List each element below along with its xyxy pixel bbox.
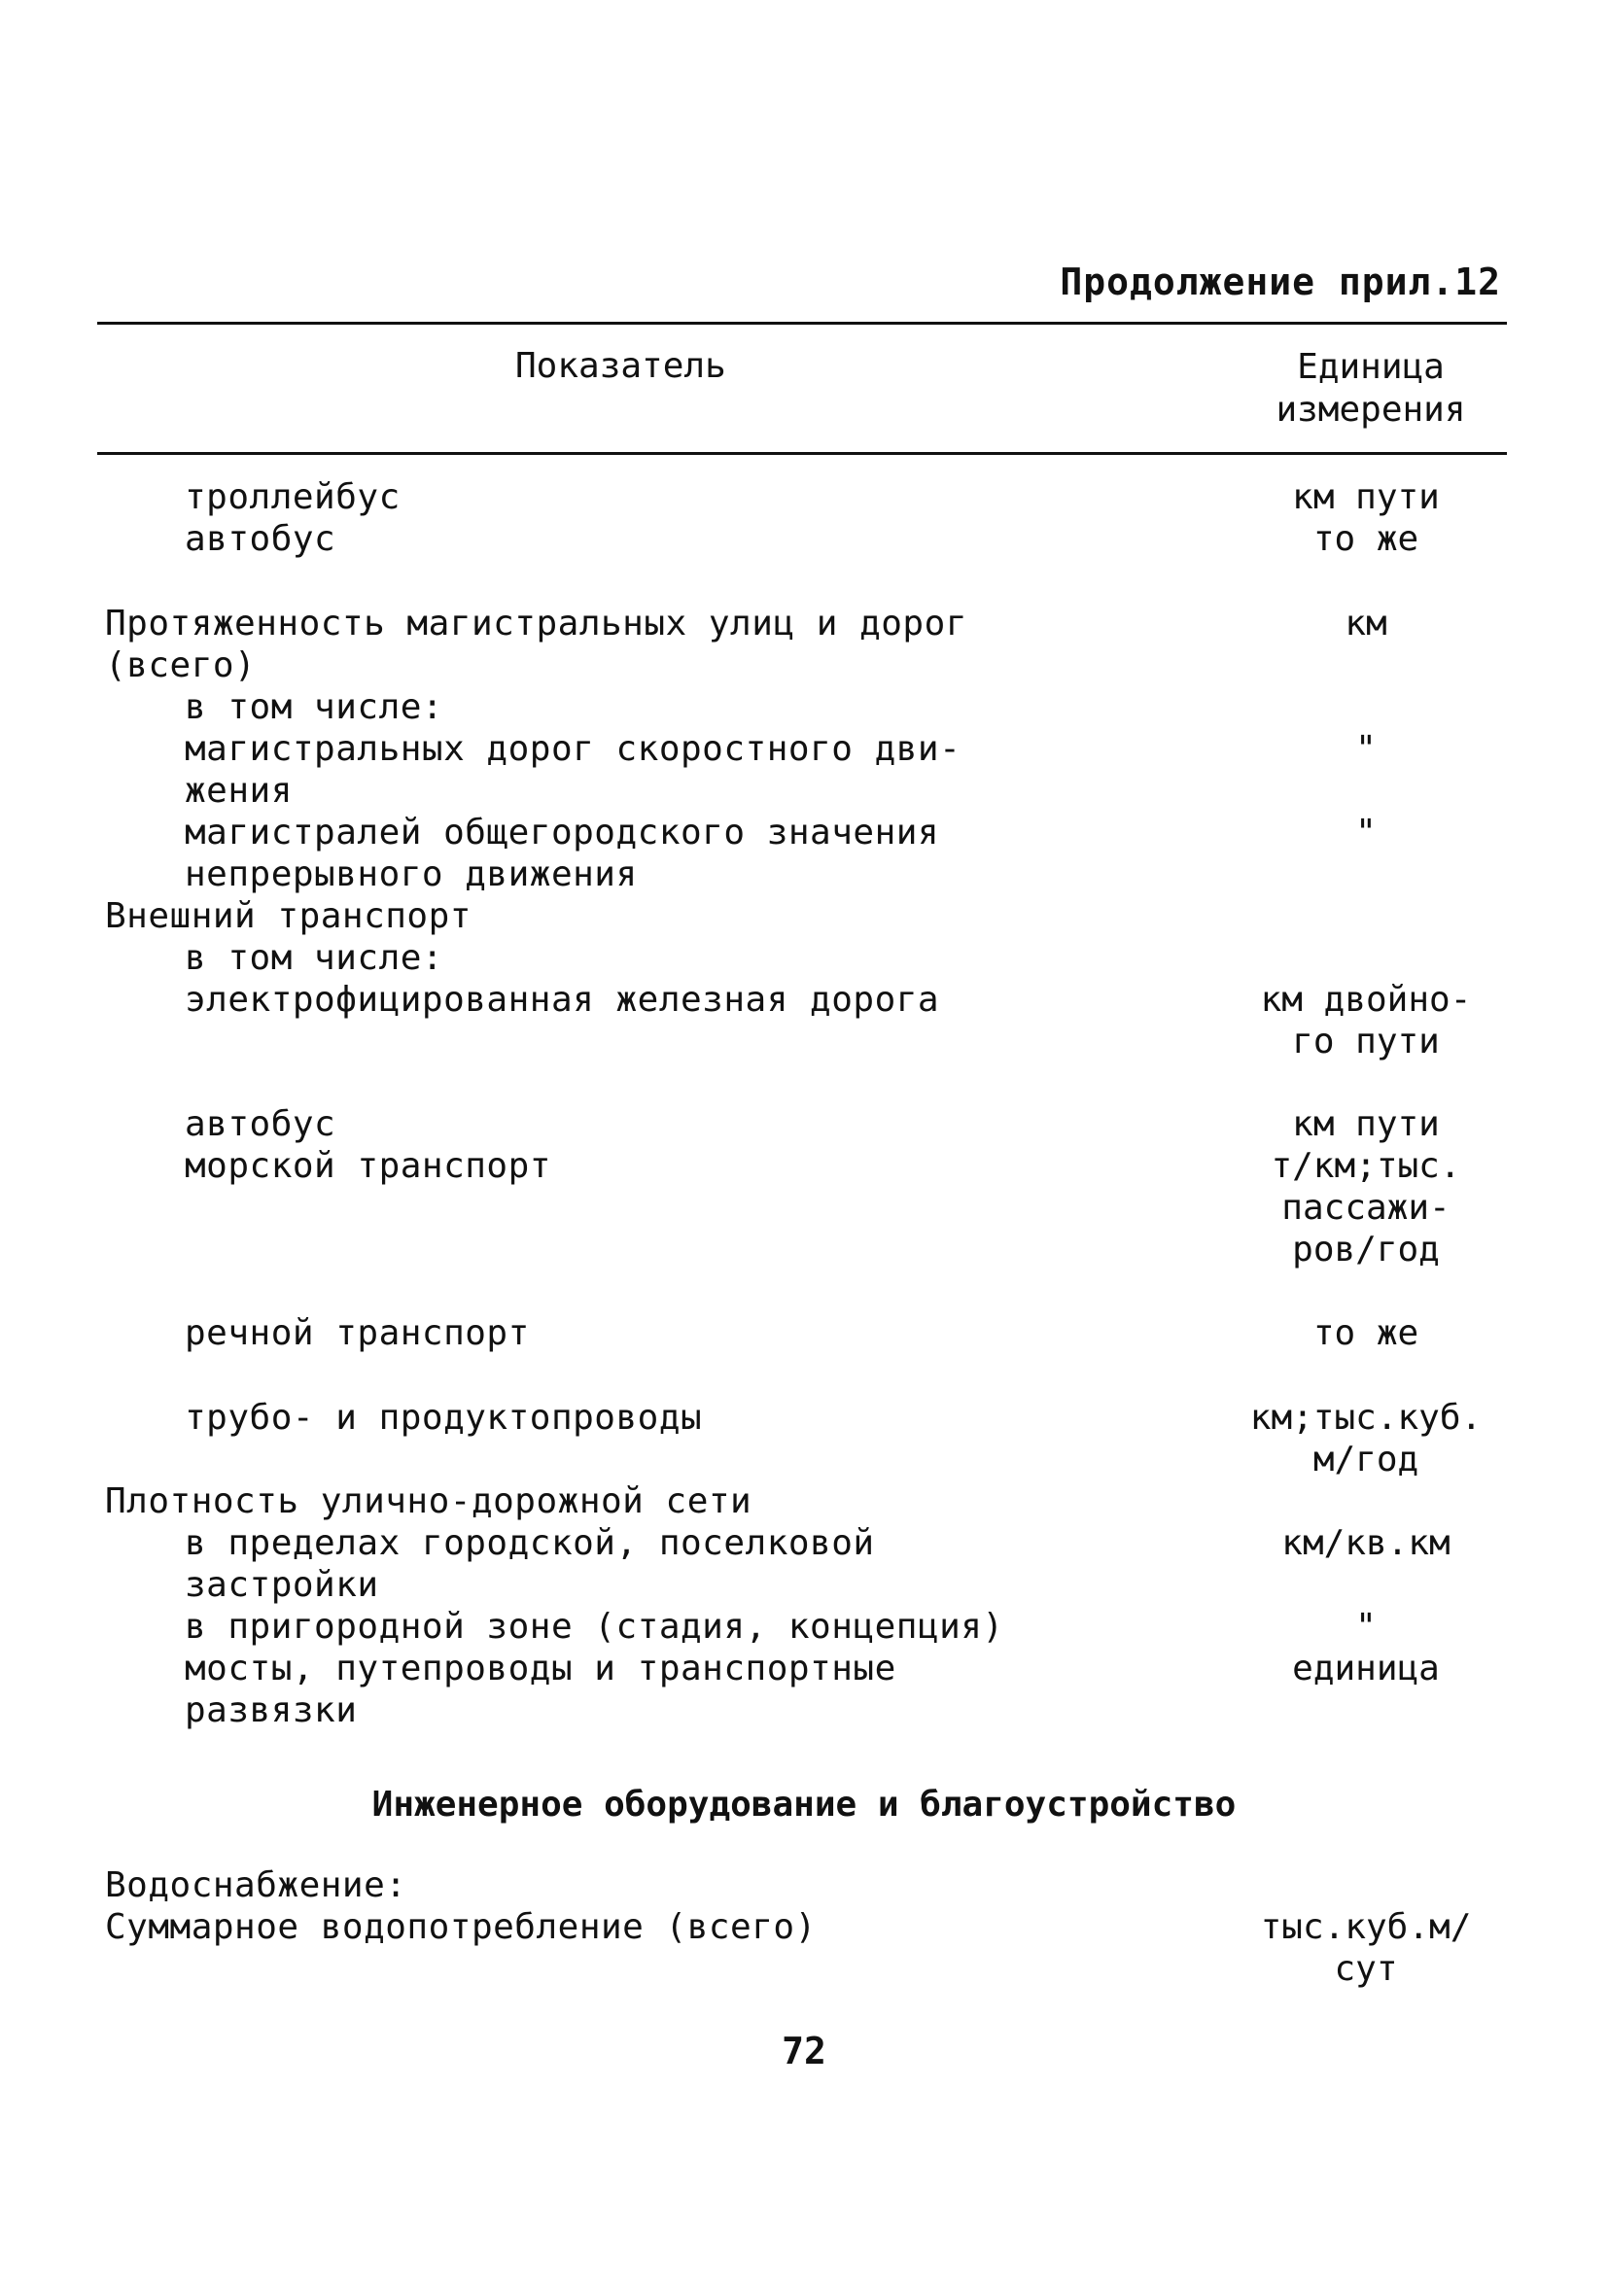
page-number: 72 bbox=[782, 2030, 826, 2072]
row-label: морской транспорт bbox=[185, 1146, 551, 1186]
row-label: магистралей общегородского значения bbox=[185, 813, 940, 852]
row-label: в том числе: bbox=[185, 687, 444, 727]
row-label: Протяженность магистральных улиц и дорог bbox=[105, 604, 967, 644]
section-title: Инженерное оборудование и благоустройство bbox=[371, 1785, 1237, 1825]
column-header-indicator: Показатель bbox=[515, 346, 726, 386]
row-label: Внешний транспорт bbox=[105, 896, 472, 936]
row-label: в пригородной зоне (стадия, концепция) bbox=[185, 1607, 1004, 1647]
row-label: в том числе: bbox=[185, 938, 444, 978]
row-unit: км/кв.км bbox=[1281, 1523, 1451, 1563]
row-unit: тыс.куб.м/ сут bbox=[1260, 1907, 1472, 1989]
row-label: трубо- и продуктопроводы bbox=[185, 1398, 703, 1438]
row-unit: км;тыс.куб. м/год bbox=[1249, 1398, 1483, 1479]
row-label: развязки bbox=[185, 1690, 358, 1730]
row-label: (всего) bbox=[105, 645, 257, 685]
continuation-label: Продолжение прил.12 bbox=[1060, 261, 1501, 303]
row-label: автобус bbox=[185, 1104, 336, 1144]
water-heading: Водоснабжение: bbox=[105, 1865, 407, 1905]
row-unit: то же bbox=[1312, 519, 1419, 559]
row-label: мосты, путепроводы и транспортные bbox=[185, 1649, 896, 1688]
row-label: застройки bbox=[185, 1565, 379, 1605]
row-unit: км двойно- го пути bbox=[1260, 980, 1472, 1061]
row-unit: км пути bbox=[1292, 477, 1440, 517]
row-label: автобус bbox=[185, 519, 336, 559]
row-unit: " bbox=[1355, 813, 1377, 852]
row-unit: то же bbox=[1312, 1313, 1419, 1353]
row-label: электрофицированная железная дорога bbox=[185, 980, 940, 1020]
row-label: речной транспорт bbox=[185, 1313, 530, 1353]
row-unit: единица bbox=[1292, 1649, 1440, 1688]
row-label: троллейбус bbox=[185, 477, 401, 517]
row-label: жения bbox=[185, 771, 293, 811]
row-unit: " bbox=[1355, 1607, 1377, 1647]
row-unit: т/км;тыс. пассажи- ров/год bbox=[1271, 1146, 1461, 1270]
row-unit: км пути bbox=[1292, 1104, 1440, 1144]
table-header-rule bbox=[97, 452, 1507, 455]
row-label: магистральных дорог скоростного дви- bbox=[185, 729, 961, 769]
row-label: непрерывного движения bbox=[185, 854, 638, 894]
column-header-unit: Единица измерения bbox=[1276, 347, 1466, 430]
row-label: в пределах городской, поселковой bbox=[185, 1523, 875, 1563]
row-unit: км bbox=[1345, 604, 1387, 644]
row-label: Суммарное водопотребление (всего) bbox=[105, 1907, 817, 1947]
row-label: Плотность улично-дорожной сети bbox=[105, 1481, 752, 1521]
table-top-rule bbox=[97, 322, 1507, 325]
row-unit: " bbox=[1355, 729, 1377, 769]
